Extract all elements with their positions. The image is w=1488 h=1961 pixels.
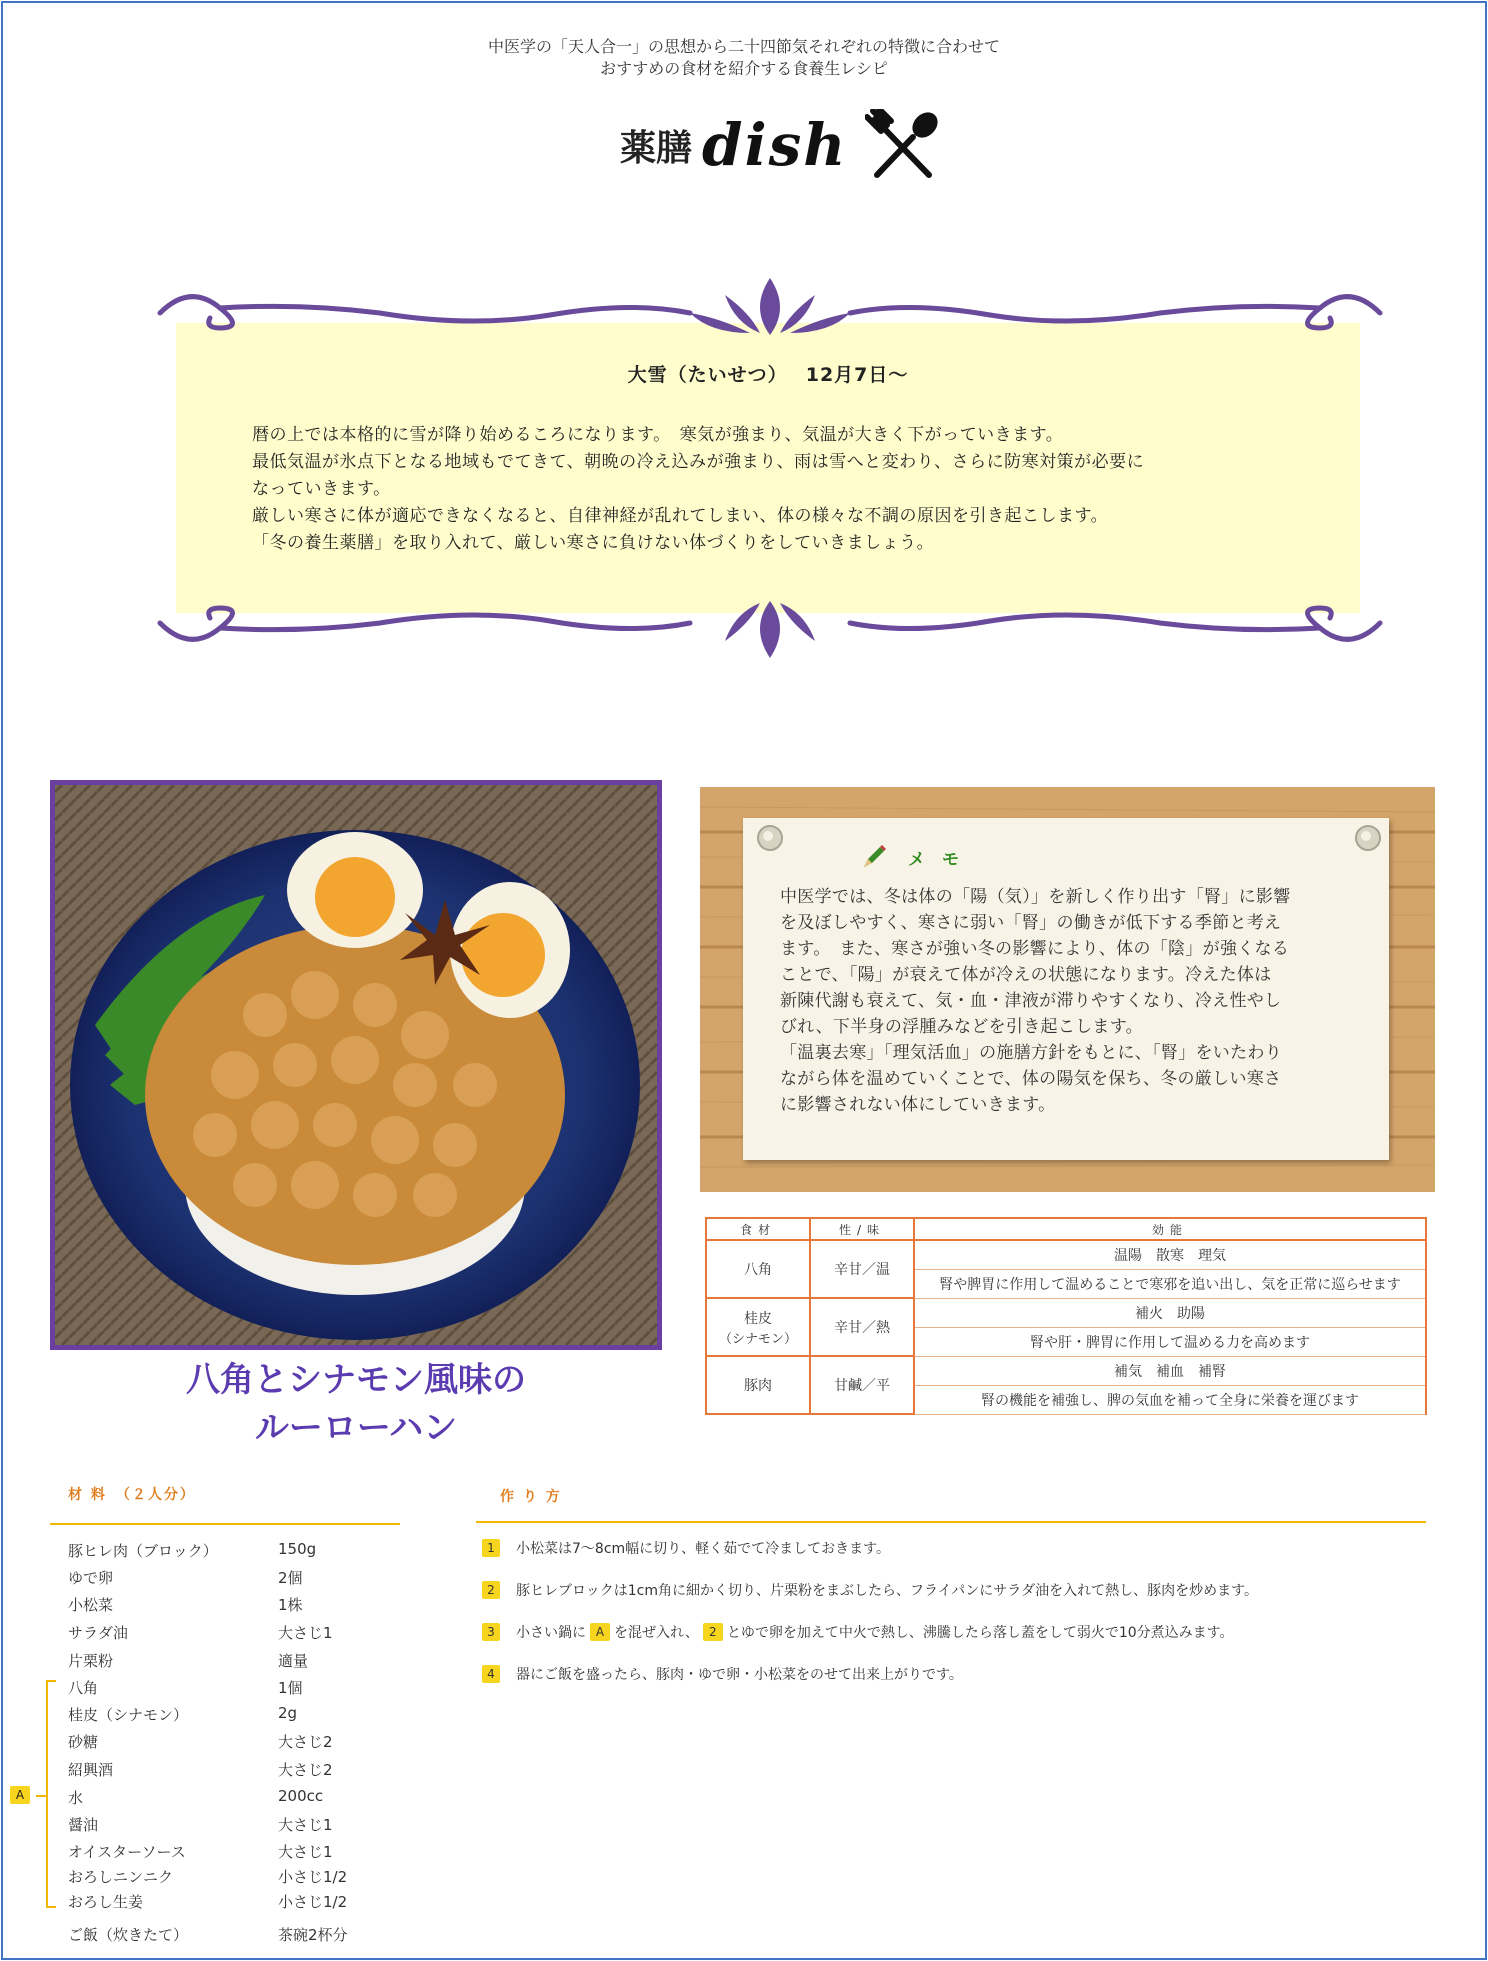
header-cell: 効能 (914, 1218, 1426, 1240)
ingredient-qty: 大さじ2 (278, 1733, 333, 1751)
logo (620, 100, 943, 190)
step-text: を混ぜ入れ、 (614, 1625, 699, 1641)
step-text: 器にご飯を盛ったら、豚肉・ゆで卵・小松菜をのせて出来上がりです。 (516, 1667, 963, 1683)
ingredient-name: サラダ油 (68, 1624, 128, 1642)
ingredient-qty: 1個 (278, 1679, 303, 1697)
step-number: 2 (482, 1581, 500, 1599)
ingredient-name: オイスターソース (68, 1843, 186, 1861)
tagline-line1: 中医学の「天人合一」の思想から二十四節気それぞれの特徴に合わせて (487, 37, 1000, 56)
tagline-line2: おすすめの食材を紹介する食養生レシピ (600, 59, 888, 78)
ingredient-name: 桂皮（シナモン） (68, 1706, 189, 1724)
group-a-badge: A (10, 1786, 30, 1804)
step-item (482, 1580, 1258, 1600)
memo-line: びれ、下半身の浮腫みなどを引き起こします。 (780, 1017, 1143, 1037)
steps-rule (476, 1521, 1426, 1523)
header-cell: 性/味 (810, 1218, 914, 1240)
ingredient-qty: 2個 (278, 1569, 303, 1587)
table-row (706, 1356, 1426, 1385)
ingredient-name: 砂糖 (68, 1733, 99, 1751)
ingredient-qty: 小さじ1/2 (278, 1868, 348, 1886)
dish-photo (50, 780, 662, 1350)
memo-line: を及ぼしやすく、寒さに弱い「腎」の働きが低下する季節と考え (780, 913, 1282, 933)
ingredient-qty: 大さじ1 (278, 1624, 333, 1642)
herb-name-cell (706, 1356, 810, 1414)
herb-table-header (706, 1218, 1426, 1240)
step-item (482, 1622, 1234, 1642)
season-line: 厳しい寒さに体が適応できなくなると、自律神経が乱れてしまい、体の様々な不調の原因を引き起こします。 (252, 506, 1109, 526)
ingredient-name: ゆで卵 (68, 1569, 114, 1587)
step-text: とゆで卵を加えて中火で熱し、沸騰したら落し蓋をして弱火で10分煮込みます。 (726, 1625, 1234, 1641)
memo-line: ことで、「陽」が衰えて体が冷えの状態になります。冷えた体は (780, 965, 1272, 985)
ingredient-name: 醤油 (68, 1816, 99, 1834)
herb-effect-desc: 腎の機能を補強し、脾の気血を補って全身に栄養を運びます (914, 1385, 1426, 1414)
step-text: 豚ヒレブロックは1cm角に細かく切り、片栗粉をまぶしたら、フライパンにサラダ油を入れて熱し、豚肉を炒めます。 (516, 1583, 1258, 1599)
inline-badge-2: 2 (703, 1623, 723, 1641)
herb-name: 桂皮 (744, 1310, 772, 1327)
fork-spoon-icon (865, 109, 943, 181)
ingredient-qty: 大さじ1 (278, 1843, 333, 1861)
season-line: 暦の上では本格的に雪が降り始めるころになります。 寒気が強まり、気温が大きく下がっていきます。 (252, 425, 1064, 445)
herb-effect-title: 温陽 散寒 理気 (914, 1240, 1426, 1269)
memo-line: ながら体を温めていくことで、体の陽気を保ち、冬の厳しい寒さ (780, 1069, 1282, 1089)
herb-effect-desc: 腎や脾胃に作用して温めることで寒邪を追い出し、気を正常に巡らせます (914, 1269, 1426, 1298)
ingredient-qty: 2g (278, 1704, 298, 1722)
step-text: 小松菜は7～8cm幅に切り、軽く茹でて冷ましておきます。 (516, 1541, 891, 1557)
ingredient-name: 片栗粉 (68, 1652, 114, 1670)
herb-name-cell (706, 1298, 810, 1356)
memo-line: ます。 また、寒さが強い冬の影響により、体の「陰」が強くなる (780, 939, 1290, 959)
ingredient-name: ご飯（炊きたて） (68, 1926, 189, 1944)
step-number: 4 (482, 1665, 500, 1683)
ingredient-qty: 小さじ1/2 (278, 1893, 348, 1911)
step-text: 小さい鍋に (516, 1625, 586, 1641)
season-body (252, 422, 1272, 557)
ingredient-qty: 適量 (278, 1652, 309, 1670)
ingredient-name: 小松菜 (68, 1596, 114, 1614)
season-line: 「冬の養生薬膳」を取り入れて、厳しい寒さに負けない体づくりをしていきましょう。 (252, 533, 935, 553)
header-cell: 食材 (706, 1218, 810, 1240)
season-title: 大雪（たいせつ） 12月7日～ (627, 364, 909, 386)
memo-heading (860, 843, 959, 871)
herb-nature-cell: 辛甘／熱 (810, 1298, 914, 1356)
group-a-bracket (46, 1680, 56, 1908)
step-item (482, 1664, 963, 1684)
table-row (706, 1298, 1426, 1327)
herb-table (705, 1217, 1427, 1415)
ingredient-qty: 150g (278, 1540, 317, 1558)
logo-en: dish (702, 111, 848, 179)
herb-name: 八角 (744, 1262, 772, 1278)
memo-body (780, 884, 1358, 1118)
pencil-icon (860, 843, 888, 871)
ingredient-name: 紹興酒 (68, 1761, 114, 1779)
ingredient-name: おろしニンニク (68, 1868, 174, 1886)
season-line: なっていきます。 (252, 479, 391, 499)
inline-badge-a: A (590, 1623, 610, 1641)
season-line: 最低気温が氷点下となる地域もでてきて、朝晩の冷え込みが強まり、雨は雪へと変わり、さらに防寒対策が必要に (252, 452, 1145, 472)
ornament-top (150, 273, 1390, 343)
ornament-bottom (150, 593, 1390, 663)
ingredient-qty: 1株 (278, 1596, 303, 1614)
memo-heading-text: メ モ (908, 849, 959, 870)
logo-jp: 薬膳 (620, 127, 693, 169)
herb-effect-desc: 腎や肝・脾胃に作用して温める力を高めます (914, 1327, 1426, 1356)
dish-title-line2: ルーローハン (254, 1408, 458, 1448)
ingredient-name: おろし生姜 (68, 1893, 144, 1911)
ingredient-name: 八角 (68, 1679, 99, 1697)
pushpin-icon (1348, 820, 1388, 860)
herb-name: 豚肉 (744, 1378, 772, 1394)
step-number: 1 (482, 1539, 500, 1557)
memo-line: 「温裏去寒」「理気活血」の施膳方針をもとに、「腎」をいたわり (780, 1043, 1282, 1063)
herb-name-cell (706, 1240, 810, 1298)
table-row (706, 1240, 1426, 1269)
ingredient-name: 豚ヒレ肉（ブロック） (68, 1542, 218, 1560)
memo-line: 新陳代謝も衰えて、気・血・津液が滞りやすくなり、冷え性やし (780, 991, 1282, 1011)
ingredients-rule (50, 1523, 400, 1525)
ingredient-qty: 大さじ1 (278, 1816, 333, 1834)
herb-nature-cell: 辛甘／温 (810, 1240, 914, 1298)
step-number: 3 (482, 1623, 500, 1641)
pushpin-icon (750, 820, 790, 860)
group-a-bracket-tick (36, 1795, 48, 1797)
dish-title-line1: 八角とシナモン風味の (186, 1360, 526, 1400)
ingredient-qty: 200cc (278, 1787, 324, 1805)
herb-effect-title: 補火 助陽 (914, 1298, 1426, 1327)
herb-nature-cell: 甘鹹／平 (810, 1356, 914, 1414)
dish-title (50, 1356, 662, 1452)
memo-line: に影響されない体にしていきます。 (780, 1095, 1056, 1115)
ingredient-qty: 大さじ2 (278, 1761, 333, 1779)
herb-name-sub: （シナモン） (718, 1331, 797, 1347)
memo-line: 中医学では、冬は体の「陽（気）」を新しく作り出す「腎」に影響 (780, 887, 1291, 907)
ingredients-label: 材 料 （２人分） (68, 1487, 196, 1503)
step-item (482, 1538, 890, 1558)
steps-label: 作 り 方 (500, 1489, 562, 1505)
herb-effect-title: 補気 補血 補腎 (914, 1356, 1426, 1385)
ingredient-name: 水 (68, 1789, 84, 1807)
ingredient-qty: 茶碗2杯分 (278, 1926, 348, 1944)
